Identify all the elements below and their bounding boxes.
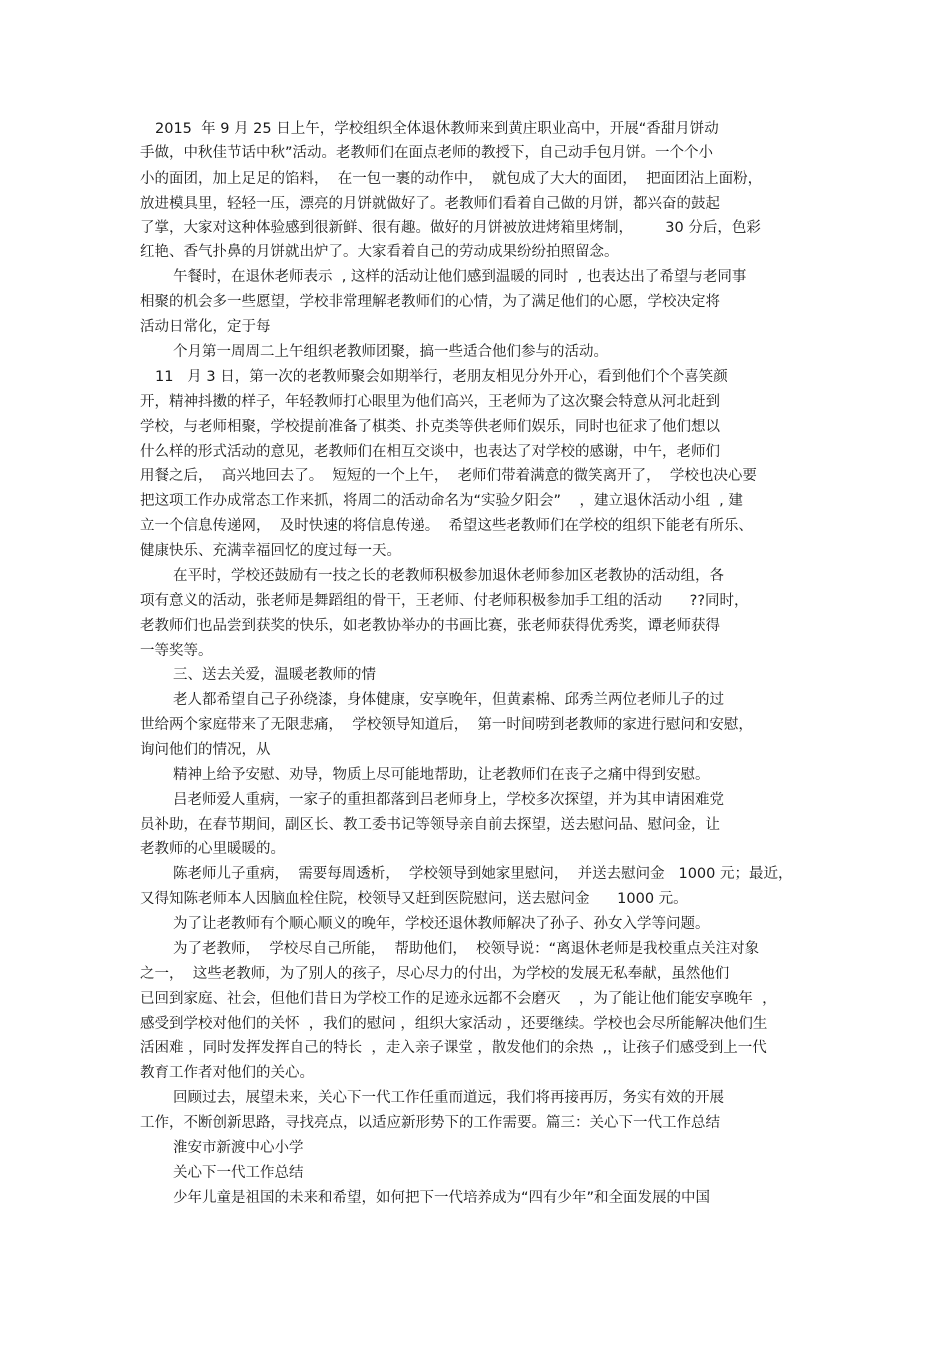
- text-line: 相聚的机会多一些愿望，学校非常理解老教师们的心情，为了满足他们的心愿，学校决定将: [140, 294, 720, 310]
- text-line: 活动日常化，定于每: [140, 319, 271, 335]
- text-line: 为了让老教师有个顺心顺义的晚年，学校还退休教师解决了孙子、孙女入学等问题。: [173, 916, 710, 932]
- text-line: 少年儿童是祖国的未来和希望，如何把下一代培养成为“四有少年”和全面发展的中国: [173, 1190, 711, 1206]
- text-line: 老教师们也品尝到获奖的快乐，如老教协举办的书画比赛，张老师获得优秀奖，谭老师获得: [140, 618, 720, 634]
- text-line: 询问他们的情况，从: [140, 742, 271, 758]
- school-name: 淮安市新渡中心小学: [173, 1140, 304, 1156]
- text-line: 开，精神抖擞的样子，年轻教师打心眼里为他们高兴，王老师为了这次聚会特意从河北赶到: [140, 394, 720, 410]
- text-line: 立一个信息传递网， 及时快速的将信息传递。 希望这些老教师们在学校的组织下能老有所乐、: [140, 518, 753, 534]
- text-line: 世给两个家庭带来了无限悲痛， 学校领导知道后， 第一时间唠到老教师的家进行慰问和安慰，: [140, 717, 753, 733]
- text-line: 手做，中秋佳节话中秋”活动。老教师们在面点老师的教授下，自己动手包月饼。一个个小: [140, 145, 714, 161]
- text-line: 为了老教师， 学校尽自己所能， 帮助他们， 校领导说：“离退休老师是我校重点关注对象: [173, 941, 760, 957]
- text-line: 老人都希望自己子孙绕漆，身体健康，安享晚年，但黄素棉、邱秀兰两位老师儿子的过: [173, 692, 724, 708]
- text-line: 已回到家庭、社会，但他们昔日为学校工作的足迹永远都不会磨灭 ，为了能让他们能安享晚年 ，: [140, 991, 777, 1007]
- text-line: 用餐之后， 高兴地回去了。 短短的一个上午， 老师们带着满意的微笑离开了， 学校也决心要: [140, 468, 757, 484]
- text-line: 健康快乐、充满幸福回忆的度过每一天。: [140, 543, 401, 559]
- text-line: 教育工作者对他们的关心。: [140, 1065, 314, 1081]
- text-line: 陈老师儿子重病， 需要每周透析， 学校领导到她家里慰问， 并送去慰问金 1000 元；最近，: [173, 866, 793, 882]
- text-line: 11 月 3 日，第一次的老教师聚会如期举行，老朋友相见分外开心，看到他们个个喜笑颜: [155, 369, 728, 385]
- text-line: 小的面团，加上足足的馅料， 在一包一裹的动作中， 就包成了大大的面团， 把面团沾上面粉，: [140, 171, 763, 187]
- text-line: 活困难 ，同时发挥发挥自己的特长 ，走入亲子课堂 ，散发他们的余热 ,，让孩子们感受到上一代: [140, 1040, 767, 1056]
- text-line: 工作，不断创新思路，寻找亮点，以适应新形势下的工作需要。篇三：关心下一代工作总结: [140, 1115, 720, 1131]
- text-line: 学校，与老师相聚，学校提前准备了棋类、扑克类等供老师们娱乐，同时也征求了他们想以: [140, 419, 720, 435]
- text-line: 什么样的形式活动的意见，老教师们在相互交谈中，也表达了对学校的感谢，中午，老师们: [140, 444, 720, 460]
- text-line: 放进模具里，轻轻一压，漂亮的月饼就做好了。老教师们看着自己做的月饼，都兴奋的鼓起: [140, 196, 720, 212]
- text-line: 回顾过去，展望未来，关心下一代工作任重而道远，我们将再接再厉，务实有效的开展: [173, 1090, 724, 1106]
- text-line: 个月第一周周二上午组织老教师团聚，搞一些适合他们参与的活动。: [173, 344, 608, 360]
- text-line: 在平时，学校还鼓励有一技之长的老教师积极参加退休老师参加区老教协的活动组，各: [173, 568, 724, 584]
- text-line: 感受到学校对他们的关怀 ，我们的慰问 ，组织大家活动 ，还要继续。学校也会尽所能解决他们生: [140, 1016, 768, 1032]
- text-line: 午餐时，在退休老师表示 , 这样的活动让他们感到温暖的同时 , 也表达出了希望与老同事: [173, 269, 747, 285]
- text-line: 老教师的心里暖暖的。: [140, 841, 285, 857]
- section-heading: 三、送去关爱，温暖老教师的情: [173, 667, 376, 683]
- text-line: 项有意义的活动，张老师是舞蹈组的骨干，王老师、付老师积极参加手工组的活动 ??同时，: [140, 593, 749, 609]
- text-line: 一等奖等。: [140, 643, 213, 659]
- section-title: 关心下一代工作总结: [173, 1165, 304, 1181]
- text-line: 又得知陈老师本人因脑血栓住院，校领导又赶到医院慰问，送去慰问金 1000 元。: [140, 891, 688, 907]
- text-line: 2015 年 9 月 25 日上午，学校组织全体退休教师来到黄庄职业高中，开展“香甜月饼动: [155, 121, 719, 137]
- text-line: 精神上给予安慰、劝导，物质上尽可能地帮助，让老教师们在丧子之痛中得到安慰。: [173, 767, 710, 783]
- text-line: 把这项工作办成常态工作来抓，将周二的活动命名为“实验夕阳会” ，建立退休活动小组 , 建: [140, 493, 743, 509]
- text-line: 吕老师爱人重病，一家子的重担都落到吕老师身上，学校多次探望，并为其申请困难党: [173, 792, 724, 808]
- text-line: 红艳、香气扑鼻的月饼就出炉了。大家看着自己的劳动成果纷纷拍照留念。: [140, 244, 619, 260]
- text-line: 员补助，在春节期间，副区长、教工委书记等领导亲自前去探望，送去慰问品、慰问金，让: [140, 817, 720, 833]
- text-line: 之一， 这些老教师，为了别人的孩子，尽心尽力的付出，为学校的发展无私奉献，虽然他们: [140, 966, 730, 982]
- text-line: 了掌，大家对这种体验感到很新鲜、很有趣。做好的月饼被放进烤箱里烤制， 30 分后，色彩: [140, 220, 761, 236]
